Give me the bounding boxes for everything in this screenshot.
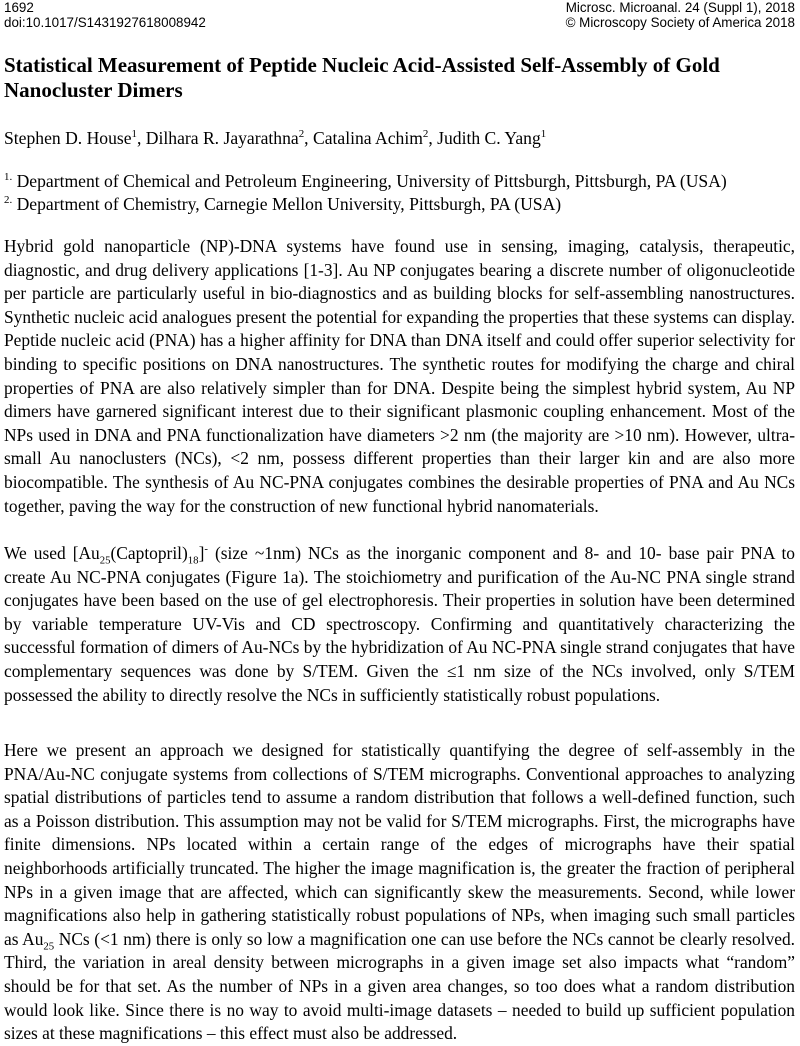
copyright: © Microscopy Society of America 2018 (565, 15, 795, 30)
text-run: (Captopril) (110, 543, 188, 563)
paper-title: Statistical Measurement of Peptide Nucleic Acid-Assisted Self-Assembly of Gold Nanocluster Dimers (4, 53, 720, 102)
author-affiliation-mark: 2 (422, 128, 429, 141)
author-affiliation-mark: 1 (540, 128, 547, 141)
affiliation-text: Department of Chemical and Petroleum Engineering, University of Pittsburgh, Pittsburgh, PA (USA) (12, 171, 727, 191)
author-name: Judith C. Yang (437, 128, 541, 148)
author-separator: , (137, 128, 146, 148)
author-list (4, 127, 795, 149)
author (313, 128, 437, 148)
author (4, 128, 146, 148)
affiliation-list (4, 170, 795, 216)
affiliation (4, 193, 795, 216)
author-separator: , (428, 128, 438, 148)
author-name: Dilhara R. Jayarathna (145, 128, 299, 148)
affiliation (4, 170, 795, 193)
superscript: - (204, 543, 208, 556)
author-affiliation-mark: 2 (298, 128, 305, 141)
affiliation-text: Department of Chemistry, Carnegie Mellon University, Pittsburgh, PA (USA) (12, 194, 562, 214)
doi: doi:10.1017/S1431927618008942 (4, 15, 206, 30)
author (437, 128, 546, 148)
paragraph-approach (4, 739, 795, 1046)
text-run: NCs (<1 nm) there is only so low a magnification one can use before the NCs cannot be clearly resolved. Third, the variation in areal density between micrographs in a given image set also impacts what “random” should be for that set. As the number of NPs in a given area changes, so too does what a random distribution would look like. Since there is no way to avoid multi-image datasets – needed to build up sufficient population sizes at these magnifications – this effect must also be addressed. (4, 928, 795, 1044)
author-name: Stephen D. House (4, 128, 132, 148)
author-separator: , (304, 128, 313, 148)
author-affiliation-mark: 1 (131, 128, 137, 141)
subscript: 18 (187, 554, 199, 567)
page-number: 1692 (4, 0, 34, 15)
affiliation-mark: 1. (4, 171, 13, 184)
subscript: 25 (99, 554, 111, 567)
author-name: Catalina Achim (312, 128, 423, 148)
paragraph-introduction: Hybrid gold nanoparticle (NP)-DNA systems have found use in sensing, imaging, catalysis, therapeutic, diagnostic, and drug delivery applications [1-3]. Au NP conjugates bearing a discrete number of oligonucleotide per particle are particularly useful in bio-diagnostics and as building blocks for self-assembling nanostructures. Synthetic nucleic acid analogues present the potential for expanding the properties that these systems can display. Peptide nucleic acid (PNA) has a higher affinity for DNA than DNA itself and could offer superior selectivity for binding to specific positions on DNA nanostructures. The synthetic routes for modifying the charge and chiral properties of PNA are also relatively simpler than for DNA. Despite being the simplest hybrid system, Au NP dimers have garnered significant interest due to their significant plasmonic coupling enhancement. Most of the NPs used in DNA and PNA functionalization have diameters >2 nm (the majority are >10 nm). However, ultra-small Au nanoclusters (NCs), <2 nm, possess different properties than their larger kin and are also more biocompatible. The synthesis of Au NC-PNA conjugates combines the desirable properties of PNA and Au NCs together, paving the way for the construction of new functional hybrid nanomaterials. (4, 236, 795, 516)
text-run: ] (198, 543, 205, 563)
text-run: Here we present an approach we designed for statistically quantifying the degree of self-assembly in the PNA/Au-NC conjugate systems from collections of S/TEM micrographs. Conventional approaches to analyzing spatial distributions of particles tend to assume a random distribution that follows a well-defined function, such as a Poisson distribution. This assumption may not be valid for S/TEM micrographs. First, the micrographs have finite dimensions. NPs located within a certain range of the edges of micrographs have their spatial neighborhoods artificially truncated. The higher the image magnification is, the greater the fraction of peripheral NPs in a given image that are affected, which can significantly skew the measurements. Second, while lower magnifications also help in gathering statistically robust populations of NPs, when imaging such small particles as Au (4, 740, 795, 949)
affiliation-mark: 2. (4, 194, 13, 207)
text-run: (size ~1nm) NCs as the inorganic component and 8- and 10- base pair PNA to create Au NC-PNA conjugates (Figure 1a). The stoichiometry and purification of the Au-NC PNA single strand conjugates have been based on the use of gel electrophoresis. Their properties in solution have been determined by variable temperature UV-Vis and CD spectroscopy. Confirming and quantitatively characterizing the successful formation of dimers of Au-NCs by the hybridization of Au NC-PNA single strand conjugates that have complementary sequences was done by S/TEM. Given the ≤1 nm size of the NCs involved, only S/TEM possessed the ability to directly resolve the NCs in sufficiently statistically robust populations. (4, 543, 795, 705)
author (146, 128, 313, 148)
text-run: We used [Au (4, 543, 100, 563)
subscript: 25 (43, 940, 55, 953)
paragraph-methods (4, 542, 795, 707)
journal-citation: Microsc. Microanal. 24 (Suppl 1), 2018 (565, 0, 795, 15)
